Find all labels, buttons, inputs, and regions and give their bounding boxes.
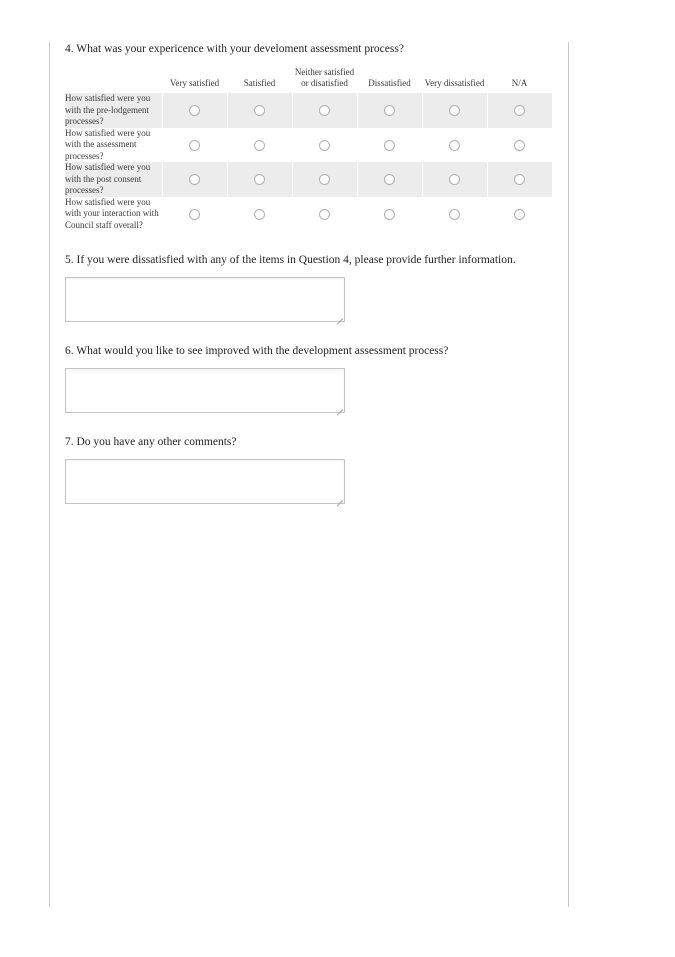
matrix-corner-cell (65, 67, 162, 93)
radio-cell-assessment-very-satisfied[interactable] (162, 128, 227, 163)
radio-cell-pre-lodgement-dissatisfied[interactable] (357, 93, 422, 128)
radio-cell-assessment-dissatisfied[interactable] (357, 128, 422, 163)
radio-button[interactable] (514, 209, 525, 220)
radio-button[interactable] (384, 105, 395, 116)
radio-button[interactable] (319, 140, 330, 151)
radio-cell-pre-lodgement-very-dissatisfied[interactable] (422, 93, 487, 128)
row-label-assessment: How satisfied were you with the assessment processes? (65, 127, 151, 161)
text-question-5 (65, 253, 555, 322)
radio-cell-post-consent-very-satisfied[interactable] (162, 162, 227, 197)
radio-button[interactable] (319, 174, 330, 185)
radio-button[interactable] (319, 105, 330, 116)
row-label-pre-lodgement: How satisfied were you with the pre-lodgement processes? (65, 93, 162, 128)
radio-cell-assessment-very-dissatisfied[interactable] (422, 128, 487, 163)
radio-cell-council-staff-neither[interactable] (292, 197, 357, 232)
radio-cell-post-consent-neither[interactable] (292, 162, 357, 197)
column-header-neither: Neither satisfied or disatisfied (292, 67, 357, 93)
radio-button[interactable] (189, 140, 200, 151)
row-label-council-staff: How satisfied were you with your interaction with Council staff overall? (65, 196, 159, 230)
resize-handle-icon (334, 402, 343, 411)
question-4-title: 4. What was your expericence with your develoment assessment process? (65, 43, 404, 55)
radio-cell-council-staff-na[interactable] (487, 197, 552, 232)
radio-cell-council-staff-satisfied[interactable] (227, 197, 292, 232)
radio-button[interactable] (254, 174, 265, 185)
radio-button[interactable] (254, 209, 265, 220)
radio-button[interactable] (449, 140, 460, 151)
radio-button[interactable] (449, 174, 460, 185)
text-question-6 (65, 344, 555, 413)
radio-button[interactable] (514, 105, 525, 116)
answer-box-question-5[interactable] (65, 277, 345, 322)
radio-cell-council-staff-dissatisfied[interactable] (357, 197, 422, 232)
table-row (65, 128, 552, 163)
column-header-na: N/A (487, 67, 552, 93)
radio-button[interactable] (254, 105, 265, 116)
answer-box-question-7[interactable] (65, 459, 345, 504)
radio-button[interactable] (319, 209, 330, 220)
radio-button[interactable] (449, 209, 460, 220)
radio-cell-assessment-na[interactable] (487, 128, 552, 163)
radio-button[interactable] (514, 140, 525, 151)
question-6-title: 6. What would you like to see improved with the development assessment process? (65, 345, 449, 357)
radio-button[interactable] (189, 174, 200, 185)
answer-box-question-6[interactable] (65, 368, 345, 413)
radio-button[interactable] (189, 105, 200, 116)
column-header-very-dissatisfied: Very dissatisfied (422, 67, 487, 93)
radio-button[interactable] (254, 140, 265, 151)
radio-button[interactable] (514, 174, 525, 185)
radio-cell-assessment-neither[interactable] (292, 128, 357, 163)
question-7-title: 7. Do you have any other comments? (65, 436, 237, 448)
resize-handle-icon (334, 311, 343, 320)
radio-cell-post-consent-na[interactable] (487, 162, 552, 197)
survey-page-content (65, 42, 555, 504)
matrix-question-4 (65, 42, 555, 231)
radio-cell-council-staff-very-satisfied[interactable] (162, 197, 227, 232)
matrix-header-row (65, 67, 552, 93)
radio-button[interactable] (449, 105, 460, 116)
matrix-table-wrapper (65, 67, 552, 231)
radio-cell-post-consent-very-dissatisfied[interactable] (422, 162, 487, 197)
radio-button[interactable] (384, 174, 395, 185)
radio-cell-pre-lodgement-satisfied[interactable] (227, 93, 292, 128)
satisfaction-matrix-table (65, 67, 552, 231)
radio-button[interactable] (384, 140, 395, 151)
row-label-post-consent: How satisfied were you with the post consent processes? (65, 162, 162, 197)
text-question-7 (65, 435, 555, 504)
column-header-dissatisfied: Dissatisfied (357, 67, 422, 93)
table-row (65, 162, 552, 197)
radio-cell-pre-lodgement-na[interactable] (487, 93, 552, 128)
radio-button[interactable] (189, 209, 200, 220)
radio-cell-assessment-satisfied[interactable] (227, 128, 292, 163)
column-header-satisfied: Satisfied (227, 67, 292, 93)
question-5-title: 5. If you were dissatisfied with any of the items in Question 4, please provide further information. (65, 254, 516, 266)
radio-cell-post-consent-satisfied[interactable] (227, 162, 292, 197)
radio-button[interactable] (384, 209, 395, 220)
resize-handle-icon (334, 493, 343, 502)
column-header-very-satisfied: Very satisfied (162, 67, 227, 93)
radio-cell-post-consent-dissatisfied[interactable] (357, 162, 422, 197)
radio-cell-council-staff-very-dissatisfied[interactable] (422, 197, 487, 232)
table-row (65, 93, 552, 128)
radio-cell-pre-lodgement-neither[interactable] (292, 93, 357, 128)
radio-cell-pre-lodgement-very-satisfied[interactable] (162, 93, 227, 128)
table-row (65, 197, 552, 232)
